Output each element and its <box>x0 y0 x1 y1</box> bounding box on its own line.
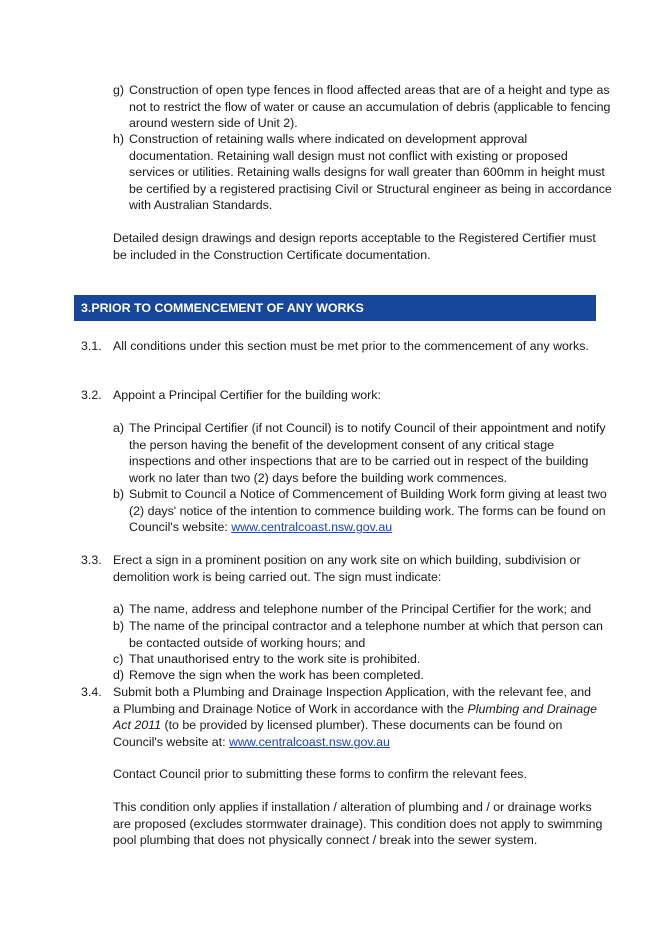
condition-3-4 <box>81 684 601 750</box>
list-item-3-2-b <box>113 486 613 536</box>
condition-text: All conditions under this section must be met prior to the commencement of any works. <box>113 339 589 353</box>
list-item-h <box>113 131 613 214</box>
plumbing-applicability-note: This condition only applies if installation / alteration of plumbing and / or drainage works are proposed (excludes stormwater drainage). This condition does not apply to swimming pool plumbing that does not physically connect / break into the sewer system. <box>113 800 603 848</box>
condition-number: 3.1. <box>81 339 102 353</box>
list-text: Construction of open type fences in flood affected areas that are of a height and type as not to restrict the flow of water or cause an accumulation of debris (applicable to fencing around western side of Unit 2). <box>129 83 611 131</box>
list-text: That unauthorised entry to the work site is prohibited. <box>129 652 421 666</box>
list-text: Remove the sign when the work has been completed. <box>129 668 424 682</box>
design-drawings-note: Detailed design drawings and design reports acceptable to the Registered Certifier must be included in the Construction Certificate documentation. <box>113 231 596 262</box>
list-letter: a) <box>113 602 125 616</box>
condition-3-2 <box>81 387 601 404</box>
condition-text-a: Submit both a Plumbing and Drainage Inspection Application, with the relevant fee, and a Plumbing and Drainage Notice of Work in accordance with the <box>113 685 592 716</box>
council-website-link[interactable]: www.centralcoast.nsw.gov.au <box>231 520 393 535</box>
list-item-g <box>113 82 613 132</box>
list-item-3-3-d <box>113 667 613 684</box>
list-letter: d) <box>113 668 125 682</box>
list-letter: g) <box>113 83 125 97</box>
list-text: The name of the principal contractor and a telephone number at which that person can be contacted outside of working hours; and <box>129 619 603 650</box>
condition-text: Erect a sign in a prominent position on any work site on which building, subdivision or demolition work is being carried out. The sign must indicate: <box>113 553 581 584</box>
list-item-3-3-a <box>113 601 613 618</box>
list-text <box>129 486 613 536</box>
list-letter: c) <box>113 652 124 666</box>
condition-number: 3.3. <box>81 553 102 567</box>
act-name: Plumbing and Drainage Act 2011 <box>113 701 597 733</box>
list-letter: a) <box>113 421 125 435</box>
list-item-3-3-c <box>113 651 613 668</box>
condition-3-3 <box>81 552 601 585</box>
list-item-3-3-b <box>113 618 613 651</box>
condition-text: Appoint a Principal Certifier for the building work: <box>113 388 381 402</box>
condition-text <box>113 684 601 750</box>
condition-3-1 <box>81 338 601 355</box>
list-text: Construction of retaining walls where indicated on development approval documentation. Retaining wall design must not conflict with existing or proposed services or utilities. Retaining walls designs for wall greater than 600mm in height must be certified by a registered practising Civil or Structural engineer as being in accordance with Australian Standards. <box>129 132 612 213</box>
list-letter: b) <box>113 487 125 501</box>
list-letter: b) <box>113 619 125 633</box>
condition-number: 3.2. <box>81 388 102 402</box>
fees-note: Contact Council prior to submitting these forms to confirm the relevant fees. <box>113 767 527 781</box>
condition-number: 3.4. <box>81 685 102 699</box>
council-website-link[interactable]: www.centralcoast.nsw.gov.au <box>229 734 390 749</box>
list-text: The name, address and telephone number of the Principal Certifier for the work; and <box>129 602 592 616</box>
list-letter: h) <box>113 132 125 146</box>
list-text-body: Submit to Council a Notice of Commencement of Building Work form giving at least two (2) days' notice of the intention to commence building work. The forms can be found on Council's website: <box>129 487 607 535</box>
list-text: The Principal Certifier (if not Council) is to notify Council of their appointment and notify the person having the benefit of the development consent of any critical stage inspections and other inspections that are to be carried out in respect of the building work no later than two (2) days before the building work commences. <box>129 421 606 485</box>
section-heading: 3.PRIOR TO COMMENCEMENT OF ANY WORKS <box>74 295 596 321</box>
list-item-3-2-a <box>113 420 613 486</box>
condition-text-b: (to be provided by licensed plumber). These documents can be found on Council's website at: <box>113 718 563 749</box>
